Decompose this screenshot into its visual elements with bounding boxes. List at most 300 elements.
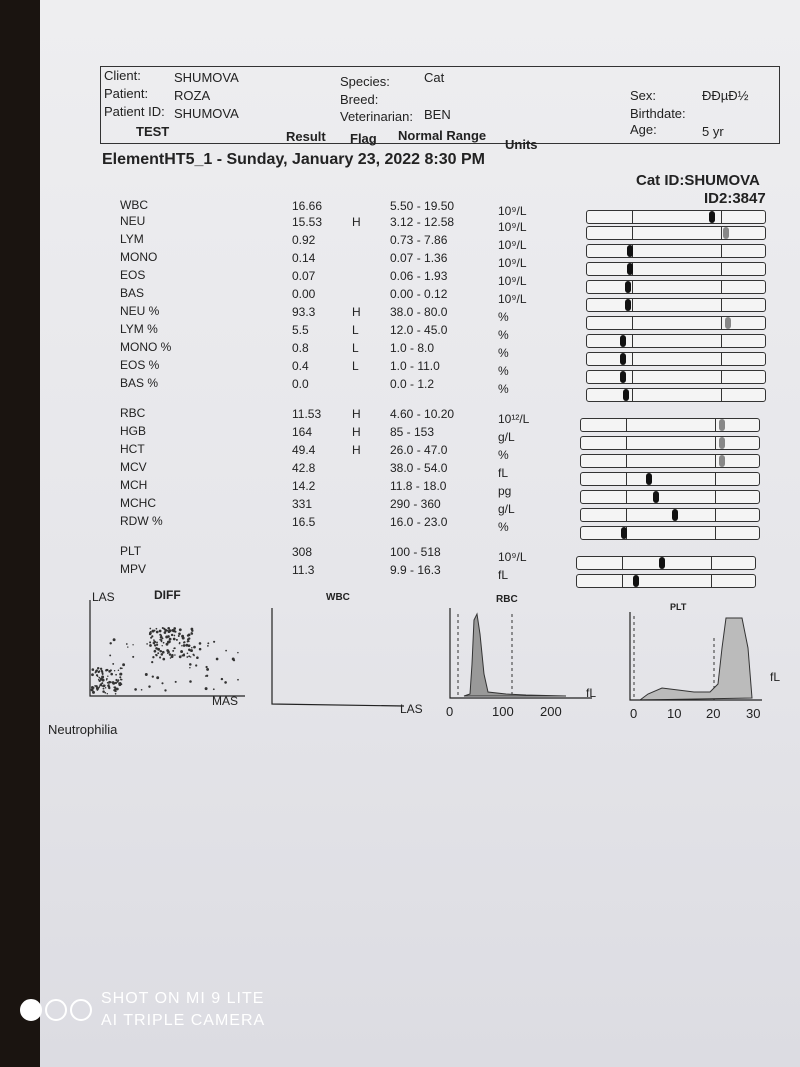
- scatter-point: [191, 632, 194, 635]
- scatter-point: [224, 681, 227, 684]
- row-units: 10¹²/L: [498, 412, 530, 427]
- scatter-point: [189, 663, 192, 666]
- row-units: 10⁹/L: [498, 220, 527, 235]
- scatter-point: [183, 653, 185, 655]
- scatter-point: [205, 675, 207, 677]
- scatter-point: [119, 682, 122, 685]
- row-range-bar: [580, 436, 760, 450]
- row-marker: [719, 419, 725, 431]
- row-normal-range: 1.0 - 11.0: [390, 359, 440, 374]
- scatter-point: [104, 692, 106, 694]
- camera-watermark: [20, 990, 265, 1030]
- scatter-point: [107, 693, 108, 694]
- row-normal-range: 0.0 - 1.2: [390, 377, 435, 392]
- watermark-line2: AI TRIPLE CAMERA: [101, 1012, 266, 1029]
- row-units: 10⁹/L: [498, 204, 527, 219]
- row-range-bar: [586, 262, 766, 276]
- row-flag: L: [352, 359, 359, 374]
- row-result: 14.2: [292, 478, 316, 493]
- row-test-name: EOS: [120, 268, 146, 282]
- row-units: %: [498, 382, 509, 397]
- plt-histogram: [626, 608, 766, 708]
- scatter-point: [175, 681, 177, 683]
- scatter-point: [225, 650, 227, 652]
- scatter-point: [112, 663, 114, 665]
- scatter-point: [155, 654, 157, 656]
- row-test-name: MPV: [120, 562, 147, 576]
- scatter-point: [162, 658, 165, 661]
- scatter-point: [149, 644, 152, 647]
- wbc-histogram: [268, 604, 408, 710]
- scatter-point: [153, 639, 155, 641]
- scatter-point: [187, 652, 189, 654]
- scatter-point: [167, 641, 170, 644]
- species-label: Species:: [340, 74, 390, 89]
- scatter-point: [114, 670, 115, 671]
- scatter-point: [233, 659, 235, 661]
- scatter-point: [159, 656, 161, 658]
- row-test-name: HCT: [120, 442, 145, 456]
- scatter-point: [109, 642, 111, 644]
- scatter-point: [118, 669, 120, 671]
- scatter-point: [185, 644, 188, 647]
- row-flag: H: [352, 425, 361, 440]
- interpretation-note: Neutrophilia: [48, 722, 118, 737]
- scatter-point: [206, 668, 209, 671]
- row-units: %: [498, 520, 509, 535]
- row-result: 331: [292, 496, 313, 511]
- scatter-point: [127, 646, 128, 647]
- lab-report-paper: [40, 0, 800, 1067]
- row-marker: [623, 389, 629, 401]
- row-range-bar: [586, 280, 766, 294]
- scatter-point: [132, 644, 133, 645]
- scatter-point: [159, 634, 161, 636]
- scatter-point: [193, 655, 195, 657]
- scatter-point: [173, 627, 176, 630]
- row-test-name: NEU %: [120, 304, 160, 318]
- scatter-point: [149, 632, 152, 635]
- row-normal-range: 0.00 - 0.12: [390, 287, 448, 302]
- row-normal-range: 11.8 - 18.0: [390, 479, 447, 494]
- scatter-point: [169, 638, 172, 641]
- scatter-point: [97, 667, 99, 669]
- row-marker: [625, 281, 631, 293]
- row-test-name: MCH: [120, 478, 148, 492]
- scatter-point: [145, 673, 148, 676]
- scatter-point: [213, 688, 215, 690]
- row-units: 10⁹/L: [498, 550, 527, 565]
- row-range-bar: [580, 526, 760, 540]
- scatter-point: [113, 686, 115, 688]
- scatter-point: [237, 652, 239, 654]
- scatter-point: [179, 643, 181, 645]
- scatter-point: [134, 688, 137, 691]
- watermark-dots-icon: [20, 999, 95, 1021]
- client-value: SHUMOVA: [174, 70, 239, 85]
- row-units: %: [498, 310, 509, 325]
- scatter-point: [170, 657, 172, 659]
- row-marker: [719, 437, 725, 449]
- row-test-name: BAS: [120, 286, 145, 300]
- scatter-point: [174, 654, 176, 656]
- scatter-point: [207, 645, 209, 647]
- scatter-point: [205, 687, 208, 690]
- scatter-point: [199, 642, 202, 645]
- row-test-name: LYM %: [120, 322, 158, 336]
- row-test-name: BAS %: [120, 376, 159, 390]
- scatter-point: [109, 670, 111, 672]
- scatter-point: [191, 630, 193, 632]
- scatter-point: [141, 689, 143, 691]
- row-test-name: MONO: [120, 250, 158, 264]
- scatter-point: [107, 675, 108, 676]
- scatter-point: [148, 685, 150, 687]
- row-test-name: RBC: [120, 406, 146, 420]
- row-result: 0.07: [292, 268, 316, 283]
- scatter-point: [98, 671, 100, 673]
- scatter-point: [190, 656, 191, 657]
- scatter-point: [163, 642, 165, 644]
- row-test-name: MCV: [120, 460, 147, 474]
- scatter-point: [173, 648, 175, 650]
- watermark-line1: SHOT ON MI 9 LITE: [101, 990, 265, 1007]
- row-marker: [627, 263, 633, 275]
- row-marker: [719, 455, 725, 467]
- scatter-point: [171, 634, 173, 636]
- vet-value: BEN: [424, 107, 451, 122]
- scatter-point: [98, 677, 100, 679]
- scatter-point: [113, 638, 116, 641]
- scatter-point: [164, 689, 166, 691]
- row-result: 16.5: [292, 514, 316, 529]
- scatter-point: [109, 654, 111, 656]
- client-label: Client:: [104, 68, 141, 83]
- scatter-point: [237, 679, 239, 681]
- scatter-point: [173, 630, 176, 633]
- scatter-point: [97, 675, 99, 677]
- row-marker: [653, 491, 659, 503]
- scatter-point: [156, 631, 159, 634]
- scatter-point: [151, 635, 153, 637]
- scatter-point: [157, 648, 160, 651]
- scatter-point: [120, 679, 122, 681]
- scatter-point: [189, 649, 191, 651]
- row-normal-range: 38.0 - 54.0: [390, 461, 448, 476]
- scatter-point: [96, 687, 99, 690]
- scatter-point: [162, 645, 163, 646]
- row-flag: L: [352, 341, 359, 356]
- row-units: %: [498, 448, 509, 463]
- scatter-point: [187, 634, 189, 636]
- scatter-point: [181, 635, 184, 638]
- diff-title: DIFF: [154, 588, 181, 602]
- row-normal-range: 1.0 - 8.0: [390, 341, 435, 356]
- scatter-point: [115, 688, 117, 690]
- scatter-point: [152, 630, 155, 633]
- row-range-bar: [586, 370, 766, 384]
- row-units: %: [498, 346, 509, 361]
- row-result: 11.53: [292, 406, 322, 421]
- scatter-point: [183, 641, 185, 643]
- row-test-name: WBC: [120, 198, 148, 212]
- plt-tick-30: 30: [746, 706, 761, 721]
- plt-tick-10: 10: [667, 706, 682, 721]
- col-units: Units: [505, 137, 538, 152]
- patient-label: Patient:: [104, 86, 149, 101]
- scatter-point: [108, 683, 110, 685]
- scatter-point: [152, 675, 154, 677]
- row-marker: [627, 245, 633, 257]
- scatter-point: [179, 628, 182, 631]
- scatter-point: [95, 670, 97, 672]
- scatter-point: [92, 668, 95, 671]
- scatter-point: [115, 693, 117, 695]
- row-normal-range: 0.06 - 1.93: [390, 269, 448, 284]
- scatter-point: [216, 658, 219, 661]
- scatter-point: [149, 628, 151, 630]
- scatter-point: [105, 687, 107, 689]
- row-test-name: NEU: [120, 214, 146, 228]
- row-units: %: [498, 364, 509, 379]
- scatter-point: [161, 682, 163, 684]
- scatter-point: [173, 638, 176, 641]
- patient-id-value: SHUMOVA: [174, 106, 239, 121]
- row-test-name: MCHC: [120, 496, 156, 510]
- scatter-point: [162, 651, 165, 654]
- scatter-point: [102, 690, 105, 693]
- scatter-point: [167, 651, 170, 654]
- scatter-point: [106, 678, 108, 680]
- scatter-point: [207, 642, 209, 644]
- scatter-point: [176, 639, 178, 641]
- rbc-tick-0: 0: [446, 704, 454, 719]
- plt-tick-20: 20: [706, 706, 721, 721]
- scatter-point: [166, 630, 168, 632]
- scatter-point: [221, 678, 223, 680]
- row-normal-range: 290 - 360: [390, 497, 441, 512]
- scatter-point: [100, 678, 103, 681]
- scatter-point: [174, 635, 176, 637]
- row-test-name: RDW %: [120, 514, 163, 528]
- scatter-point: [188, 655, 190, 657]
- row-marker: [620, 353, 626, 365]
- scatter-point: [159, 630, 162, 633]
- rbc-tick-200: 200: [540, 704, 562, 719]
- run-title: ElementHT5_1 - Sunday, January 23, 2022 8:30 PM: [102, 151, 485, 168]
- scatter-point: [183, 644, 186, 647]
- age-value: 5 yr: [702, 124, 724, 139]
- row-marker: [620, 371, 626, 383]
- row-range-bar: [586, 388, 766, 402]
- row-units: 10⁹/L: [498, 292, 527, 307]
- vet-label: Veterinarian:: [340, 109, 413, 124]
- scatter-point: [121, 668, 122, 669]
- scatter-point: [126, 643, 128, 645]
- scatter-point: [156, 676, 159, 679]
- row-range-bar: [580, 472, 760, 486]
- row-normal-range: 85 - 153: [390, 425, 435, 440]
- row-test-name: LYM: [120, 232, 144, 246]
- row-marker: [659, 557, 665, 569]
- scatter-point: [103, 685, 106, 688]
- row-marker: [620, 335, 626, 347]
- scatter-point: [186, 656, 188, 658]
- scatter-point: [99, 685, 101, 687]
- row-marker: [621, 527, 627, 539]
- scatter-point: [101, 671, 103, 673]
- col-flag: Flag: [350, 131, 377, 146]
- scatter-point: [92, 691, 95, 694]
- row-range-bar: [576, 574, 756, 588]
- scatter-point: [107, 684, 109, 686]
- scatter-point: [151, 661, 153, 663]
- row-units: 10⁹/L: [498, 238, 527, 253]
- scatter-point: [163, 628, 165, 630]
- scatter-point: [152, 656, 154, 658]
- plt-x-label: fL: [770, 670, 781, 684]
- age-label: Age:: [630, 122, 657, 137]
- row-range-bar: [580, 490, 760, 504]
- scatter-point: [110, 673, 113, 676]
- row-normal-range: 26.0 - 47.0: [390, 443, 448, 458]
- wbc-title: WBC: [326, 592, 350, 603]
- scatter-point: [179, 655, 182, 658]
- rbc-title: RBC: [496, 594, 518, 605]
- scatter-point: [119, 673, 122, 676]
- row-range-bar: [580, 418, 760, 432]
- scatter-point: [92, 687, 94, 689]
- plt-tick-0: 0: [630, 706, 638, 721]
- scatter-point: [94, 685, 96, 687]
- cat-id: Cat ID:SHUMOVA: [636, 172, 760, 189]
- scatter-point: [181, 650, 183, 652]
- scatter-point: [100, 668, 102, 670]
- row-marker: [723, 227, 729, 239]
- row-range-bar: [586, 298, 766, 312]
- scatter-point: [113, 689, 114, 690]
- row-flag: L: [352, 323, 359, 338]
- scatter-point: [108, 687, 110, 689]
- row-units: 10⁹/L: [498, 274, 527, 289]
- scatter-point: [193, 646, 196, 649]
- row-result: 11.3: [292, 562, 315, 577]
- rbc-histogram: [446, 604, 596, 704]
- row-marker: [725, 317, 731, 329]
- scatter-point: [160, 636, 163, 639]
- row-units: %: [498, 328, 509, 343]
- scatter-point: [161, 653, 164, 656]
- row-units: g/L: [498, 502, 515, 517]
- row-flag: H: [352, 443, 361, 458]
- species-value: Cat: [424, 70, 445, 85]
- row-normal-range: 12.0 - 45.0: [390, 323, 448, 338]
- scatter-point: [91, 673, 94, 676]
- scatter-point: [159, 650, 161, 652]
- diff-y-label: LAS: [92, 590, 115, 604]
- row-units: fL: [498, 568, 509, 583]
- scatter-point: [95, 672, 96, 673]
- row-result: 5.5: [292, 322, 309, 337]
- scatter-point: [115, 674, 117, 676]
- scatter-point: [178, 632, 181, 635]
- row-result: 15.53: [292, 214, 323, 229]
- id2: ID2:3847: [704, 190, 766, 207]
- col-test: TEST: [136, 124, 170, 139]
- sex-label: Sex:: [630, 88, 657, 103]
- scatter-point: [159, 639, 160, 640]
- scatter-point: [205, 666, 207, 668]
- row-units: pg: [498, 484, 512, 499]
- row-normal-range: 0.73 - 7.86: [390, 233, 448, 248]
- patient-value: ROZA: [174, 88, 211, 103]
- row-units: g/L: [498, 430, 515, 445]
- row-marker: [646, 473, 652, 485]
- row-result: 0.00: [292, 286, 316, 301]
- scatter-point: [161, 641, 163, 643]
- scatter-point: [189, 667, 190, 668]
- scatter-point: [132, 656, 134, 658]
- rbc-x-label: fL: [586, 686, 597, 700]
- row-normal-range: 100 - 518: [390, 545, 441, 560]
- row-normal-range: 9.9 - 16.3: [390, 563, 441, 578]
- scatter-point: [122, 663, 125, 666]
- row-normal-range: 0.07 - 1.36: [390, 251, 448, 266]
- scatter-point: [119, 676, 121, 678]
- scatter-point: [167, 627, 170, 630]
- row-test-name: MONO %: [120, 340, 172, 354]
- diff-scatter-plot: [80, 588, 250, 708]
- scatter-point: [156, 642, 158, 644]
- row-range-bar: [586, 334, 766, 348]
- row-result: 16.66: [292, 198, 323, 213]
- row-result: 0.4: [292, 358, 309, 373]
- scatter-point: [154, 644, 156, 646]
- wbc-x-label: LAS: [400, 702, 423, 716]
- row-result: 42.8: [292, 460, 316, 475]
- scatter-point: [156, 628, 158, 630]
- scatter-point: [149, 641, 151, 643]
- row-normal-range: 38.0 - 80.0: [390, 305, 448, 320]
- row-result: 164: [292, 424, 313, 439]
- scatter-point: [181, 645, 183, 647]
- row-range-bar: [580, 454, 760, 468]
- scatter-point: [195, 664, 197, 666]
- row-range-bar: [586, 244, 766, 258]
- col-result: Result: [286, 129, 326, 144]
- row-test-name: HGB: [120, 424, 147, 438]
- row-units: 10⁹/L: [498, 256, 527, 271]
- row-marker: [633, 575, 639, 587]
- rbc-tick-100: 100: [492, 704, 514, 719]
- row-marker: [625, 299, 631, 311]
- scatter-point: [117, 681, 119, 683]
- row-result: 308: [292, 544, 313, 559]
- diff-x-label: MAS: [212, 694, 239, 708]
- row-result: 0.8: [292, 340, 309, 355]
- row-units: fL: [498, 466, 509, 481]
- row-range-bar: [576, 556, 756, 570]
- row-marker: [709, 211, 715, 223]
- sex-value: ÐÐµÐ½: [702, 88, 749, 103]
- scatter-point: [187, 638, 189, 640]
- scatter-point: [112, 681, 115, 684]
- col-range: Normal Range: [398, 128, 487, 143]
- scatter-point: [153, 641, 156, 644]
- plt-title: PLT: [670, 602, 687, 612]
- scatter-point: [189, 680, 192, 683]
- row-range-bar: [580, 508, 760, 522]
